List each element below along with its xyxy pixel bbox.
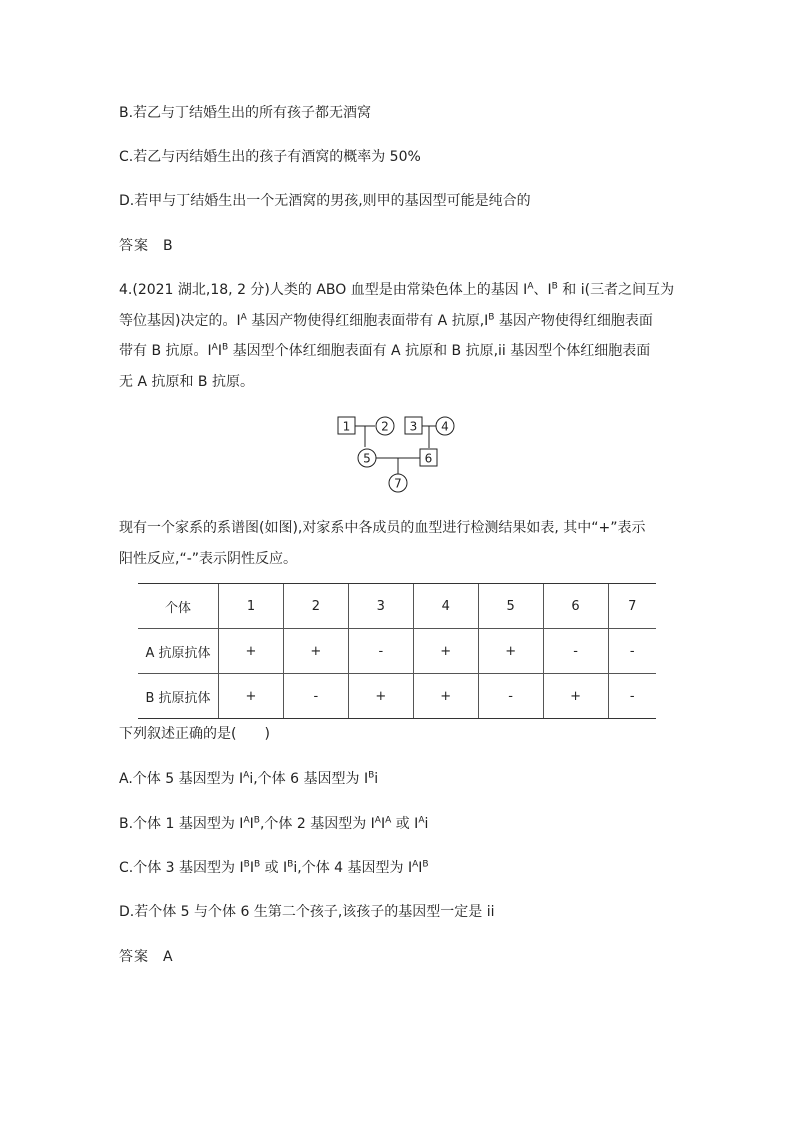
table-cell: A 抗原抗体 [138,629,219,674]
table-cell: + [543,674,608,719]
table-cell: + [413,629,478,674]
table-cell: + [283,629,348,674]
table-cell: - [348,629,413,674]
table-intro-line-1: 现有一个家系的系谱图(如图),对家系中各成员的血型进行检测结果如表, 其中“+”表示 [119,520,646,536]
option-b-prev: B.若乙与丁结婚生出的所有孩子都无酒窝 [119,105,372,121]
question-line-3: 带有 B 抗原。$I^AI^B$ 基因型个体红细胞表面有 A 抗原和 B 抗原,ii 基因型个体红细胞表面 [119,342,651,359]
question-line-4: 无 A 抗原和 B 抗原。 [119,373,254,390]
answer-label-2: 答案 [119,949,149,965]
answer-prev-row [119,237,173,255]
pedigree-label-5: 5 [363,451,371,466]
table-cell: B 抗原抗体 [138,674,219,719]
table-cell: 个体 [138,584,219,629]
blood-test-table [138,583,656,719]
question-line-2: 等位基因)决定的。$I^A$ 基因产物使得红细胞表面带有 A 抗原$,I^B$ 基因产物使得红细胞表面 [119,311,653,329]
pedigree-label-2: 2 [381,419,389,434]
table-cell: 1 [219,584,284,629]
table-cell: 7 [608,584,656,629]
table-cell: 5 [478,584,543,629]
table-cell: 2 [283,584,348,629]
table-cell: 6 [543,584,608,629]
table-cell: - [283,674,348,719]
table-row-b-antigen [138,674,656,719]
table-cell: + [348,674,413,719]
option-c: C.个体 3 基因型为 $I^BI^B$ 或 $I^Bi$,个体 4 基因型为 $I^AI^B$ [119,859,429,876]
question-line-1: 4.(2021 湖北,18, 2 分)人类的 ABO 血型是由常染色体上的基因 $I^A$、$I^B$ 和 i(三者之间互为 [119,281,675,298]
answer-label: 答案 [119,238,149,254]
question-prompt: 下列叙述正确的是( ) [119,726,270,742]
table-intro [119,513,679,574]
table-cell: + [478,629,543,674]
table-intro-line-2: 阳性反应,“-”表示阴性反应。 [119,550,298,567]
option-d: D.若个体 5 与个体 6 生第二个孩子,该孩子的基因型一定是 ii [119,904,495,920]
option-a: A.个体 5 基因型为 $I^Ai$,个体 6 基因型为 $I^Bi$ [119,770,379,787]
pedigree-label-4: 4 [441,419,449,434]
question-stem [119,275,679,397]
table-row-a-antigen [138,629,656,674]
table-cell: - [608,674,656,719]
option-c-prev: C.若乙与丙结婚生出的孩子有酒窝的概率为 50% [119,149,421,165]
table-header-row [138,584,656,629]
table-cell: - [608,629,656,674]
answer-value: A [163,949,173,965]
pedigree-label-7: 7 [394,476,402,491]
pedigree-label-1: 1 [342,419,351,434]
option-b: B.个体 1 基因型为 $I^AI^B$,个体 2 基因型为 $I^AI^A$ 或 $I^Ai$ [119,815,429,832]
table-cell: + [413,674,478,719]
table-cell: - [543,629,608,674]
table-cell: 4 [413,584,478,629]
table-cell: - [478,674,543,719]
table-cell: 3 [348,584,413,629]
answer-prev-value: B [163,238,173,254]
pedigree-diagram [330,410,470,500]
table-cell: + [219,629,284,674]
answer-row [119,948,173,966]
table-cell: + [219,674,284,719]
option-d-prev: D.若甲与丁结婚生出一个无酒窝的男孩,则甲的基因型可能是纯合的 [119,193,531,209]
pedigree-label-3: 3 [409,419,418,434]
pedigree-label-6: 6 [424,451,433,466]
